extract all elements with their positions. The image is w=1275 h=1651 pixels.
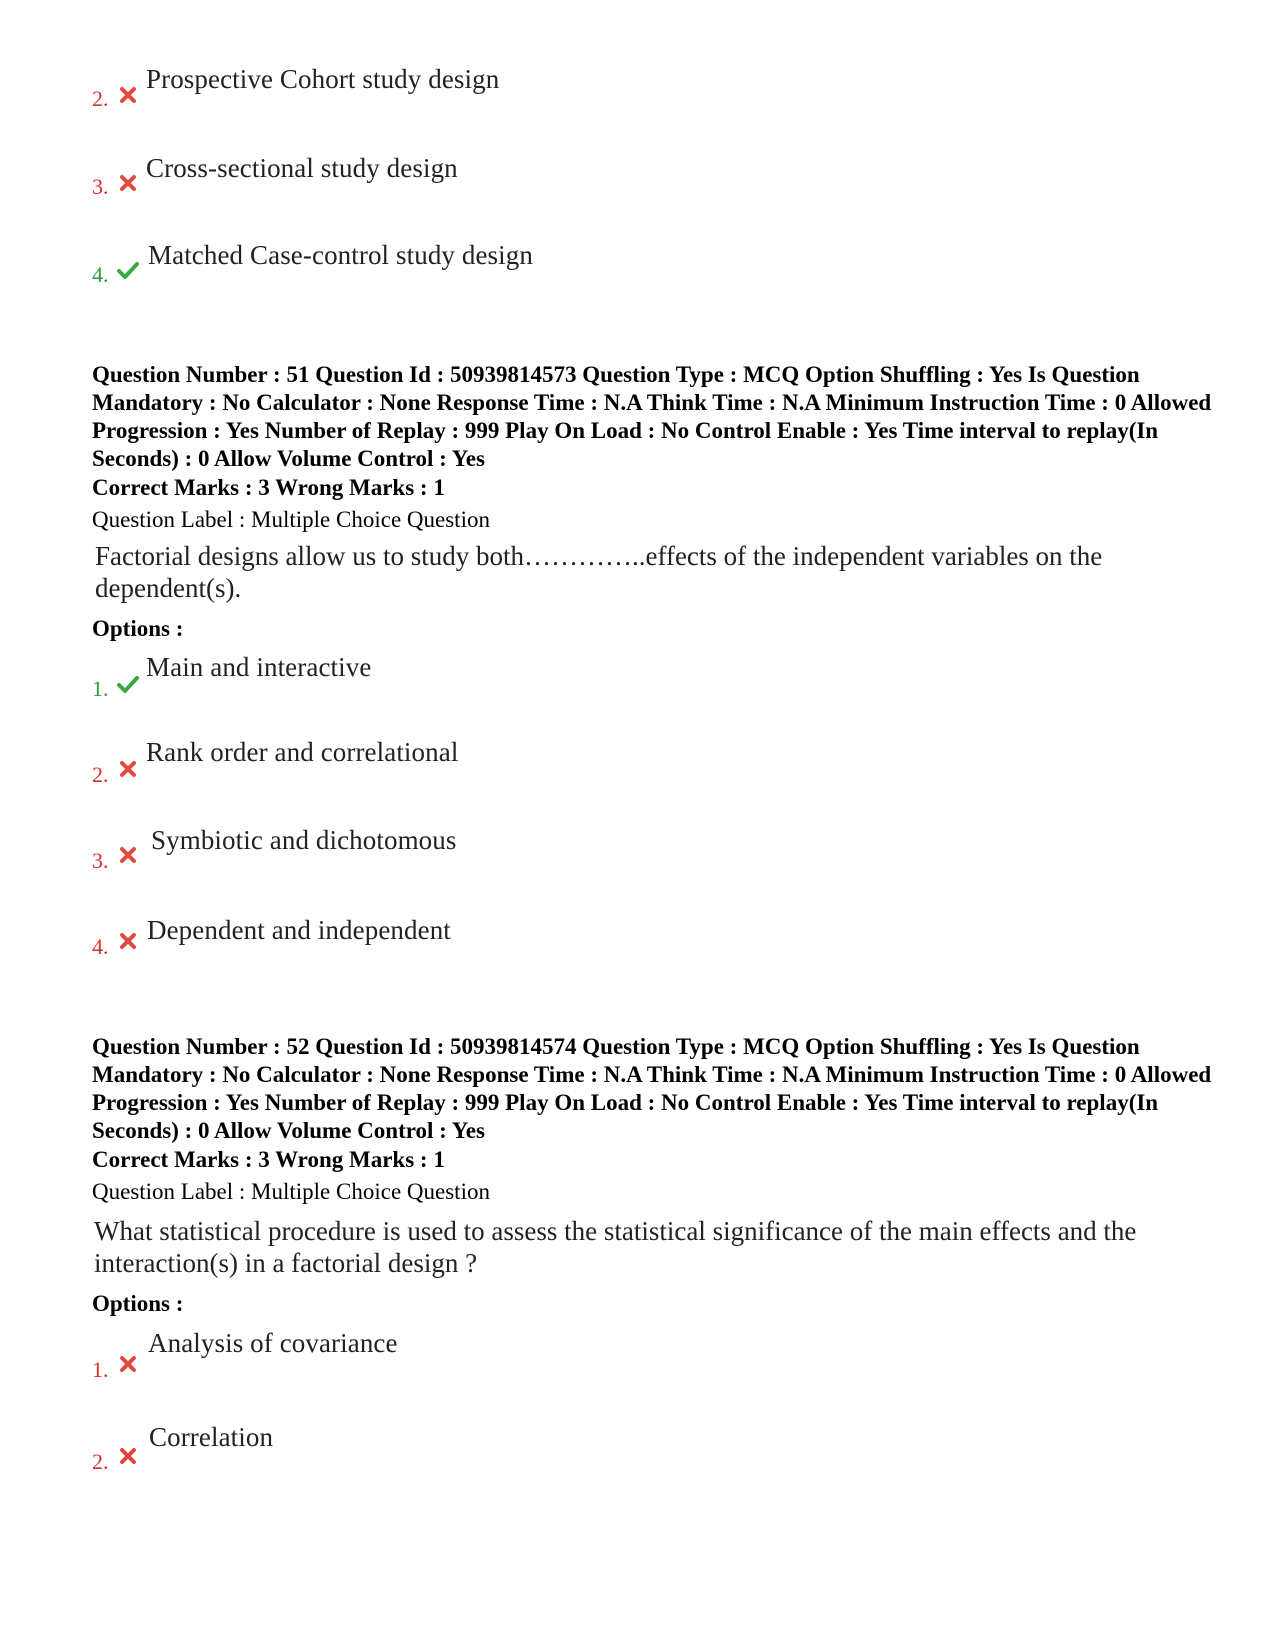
option-number: 2. xyxy=(92,762,109,787)
marks-line: Correct Marks : 3 Wrong Marks : 1 xyxy=(92,1147,445,1172)
marks-line: Correct Marks : 3 Wrong Marks : 1 xyxy=(92,475,445,500)
question-label: Question Label : Multiple Choice Question xyxy=(92,507,490,532)
cross-icon xyxy=(117,84,139,106)
option-text: Main and interactive xyxy=(146,652,372,682)
option-number: 2. xyxy=(92,86,109,111)
option-text: Cross-sectional study design xyxy=(146,153,458,183)
options-heading: Options : xyxy=(92,1291,184,1316)
question-text: What statistical procedure is used to assess the statistical significance of the main effects and the interaction(s) in a factorial design ? xyxy=(94,1216,1137,1278)
option-text: Rank order and correlational xyxy=(146,737,459,767)
option-text: Symbiotic and dichotomous xyxy=(151,825,457,855)
option-number: 1. xyxy=(92,1357,109,1382)
question-label: Question Label : Multiple Choice Question xyxy=(92,1179,490,1204)
cross-icon xyxy=(117,1353,139,1375)
cross-icon xyxy=(117,172,139,194)
cross-icon xyxy=(117,1445,139,1467)
option-text: Correlation xyxy=(149,1422,274,1452)
cross-icon xyxy=(117,930,139,952)
option-text: Dependent and independent xyxy=(147,915,451,945)
question-meta: Question Number : 51 Question Id : 50939814573 Question Type : MCQ Option Shuffling : Yes Is Question Mandatory : No Calculator : None Response Time : N.A Think Time : N.A Minimum Instruction Time : 0 Allowed Progression : Yes Number of Replay : 999 Play On Load : No Control Enable : Yes Time interval to replay(In Seconds) : 0 Allow Volume Control : Yes xyxy=(92,362,1212,471)
option-number: 1. xyxy=(92,676,109,701)
cross-icon xyxy=(117,844,139,866)
option-number: 2. xyxy=(92,1449,109,1474)
cross-icon xyxy=(117,758,139,780)
option-number: 4. xyxy=(92,934,109,959)
option-number: 3. xyxy=(92,174,109,199)
options-heading: Options : xyxy=(92,616,184,641)
option-number: 3. xyxy=(92,848,109,873)
question-text: Factorial designs allow us to study both…………..effects of the independent variables on the dependent(s). xyxy=(95,541,1103,603)
check-icon xyxy=(116,672,140,696)
check-icon xyxy=(116,258,140,282)
question-meta: Question Number : 52 Question Id : 50939814574 Question Type : MCQ Option Shuffling : Yes Is Question Mandatory : No Calculator : None Response Time : N.A Think Time : N.A Minimum Instruction Time : 0 Allowed Progression : Yes Number of Replay : 999 Play On Load : No Control Enable : Yes Time interval to replay(In Seconds) : 0 Allow Volume Control : Yes xyxy=(92,1034,1212,1143)
option-text: Matched Case-control study design xyxy=(148,240,533,270)
option-text: Prospective Cohort study design xyxy=(146,64,500,94)
option-number: 4. xyxy=(92,262,109,287)
option-text: Analysis of covariance xyxy=(148,1328,398,1358)
